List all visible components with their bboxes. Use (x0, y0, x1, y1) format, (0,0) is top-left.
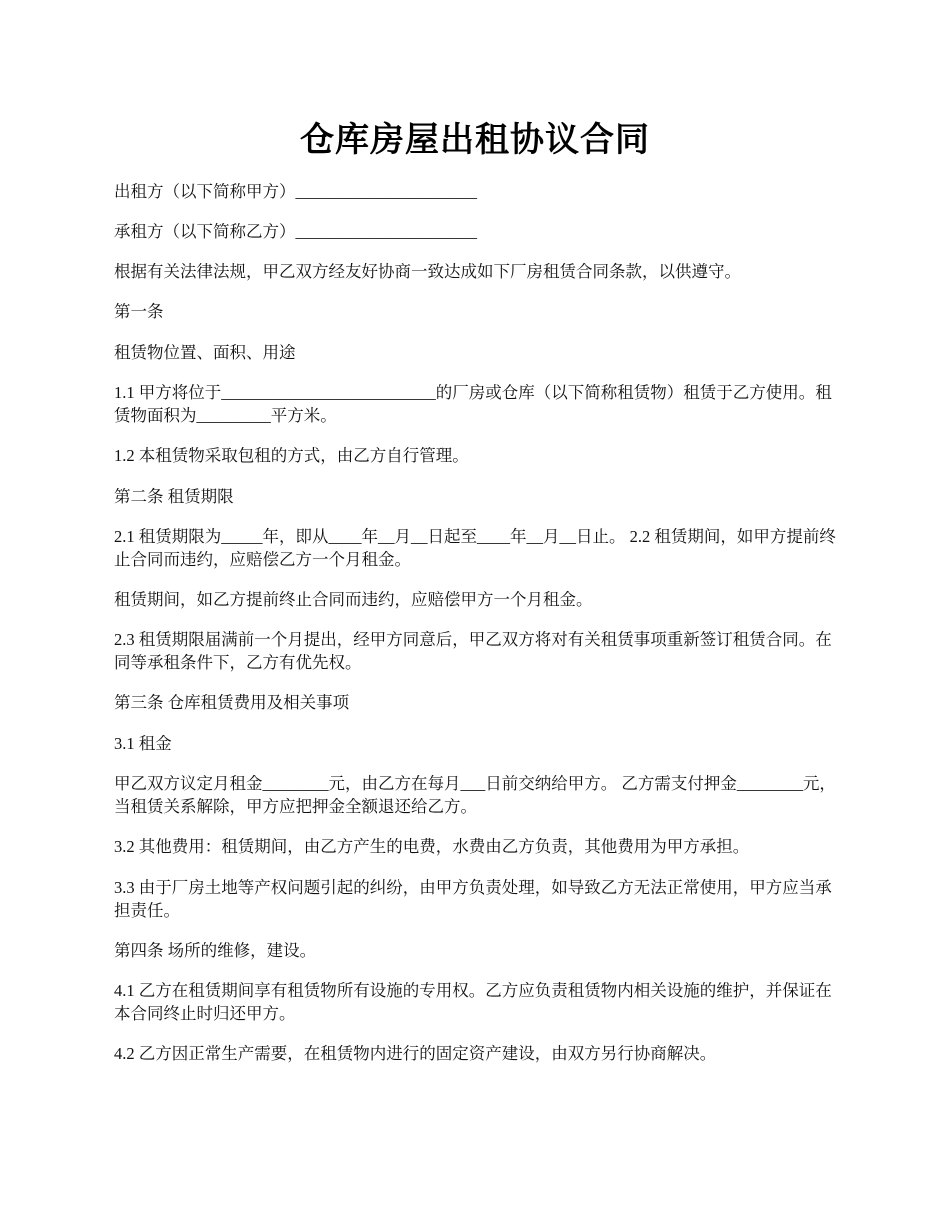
paragraph-2-early-termination: 租赁期间，如乙方提前终止合同而违约，应赔偿甲方一个月租金。 (114, 590, 593, 609)
paragraph-4-1: 4.1 乙方在租赁期间享有租赁物所有设施的专用权。乙方应负责租赁物内相关设施的维护，并保证在本合同终止时归还甲方。 (114, 981, 832, 1023)
paragraph-3-2: 3.2 其他费用：租赁期间，由乙方产生的电费，水费由乙方负责，其他费用为甲方承担。 (114, 837, 750, 856)
heading-3-1: 3.1 租金 (114, 734, 172, 753)
paragraph-4-2: 4.2 乙方因正常生产需要，在租赁物内进行的固定资产建设，由双方另行协商解决。 (114, 1044, 717, 1063)
paragraph-2-1: 2.1 租赁期限为_____年，即从____年__月__日起至____年__月__日止。 2.2 租赁期间，如甲方提前终止合同而违约，应赔偿乙方一个月租金。 (114, 527, 836, 569)
heading-article-2: 第二条 租赁期限 (114, 487, 234, 506)
paragraph-preamble: 根据有关法律法规，甲乙双方经友好协商一致达成如下厂房租赁合同条款，以供遵守。 (114, 262, 741, 281)
paragraph-lessor: 出租方（以下简称甲方）______________________ (114, 182, 477, 201)
heading-article-4: 第四条 场所的维修，建设。 (114, 941, 317, 960)
paragraph-3-3: 3.3 由于厂房土地等产权问题引起的纠纷，由甲方负责处理，如导致乙方无法正常使用，甲方应当承担责任。 (114, 878, 832, 920)
heading-article-1: 第一条 (114, 302, 164, 321)
paragraph-2-3: 2.3 租赁期限届满前一个月提出，经甲方同意后，甲乙双方将对有关租赁事项重新签订租赁合同。在同等承租条件下，乙方有优先权。 (114, 630, 832, 672)
document-title: 仓库房屋出租协议合同 (300, 120, 650, 160)
paragraph-rent: 甲乙双方议定月租金________元，由乙方在每月___日前交纳给甲方。 乙方需支付押金________元，当租赁关系解除，甲方应把押金全额退还给乙方。 (114, 774, 836, 816)
paragraph-1-2: 1.2 本租赁物采取包租的方式，由乙方自行管理。 (114, 446, 469, 465)
heading-article-3: 第三条 仓库租赁费用及相关事项 (114, 693, 350, 712)
paragraph-1-1: 1.1 甲方将位于__________________________的厂房或仓库（以下简称租赁物）租赁于乙方使用。租赁物面积为_________平方米。 (114, 383, 832, 425)
heading-article-1-subtitle: 租赁物位置、面积、用途 (114, 343, 296, 362)
paragraph-lessee: 承租方（以下简称乙方）______________________ (114, 222, 477, 241)
